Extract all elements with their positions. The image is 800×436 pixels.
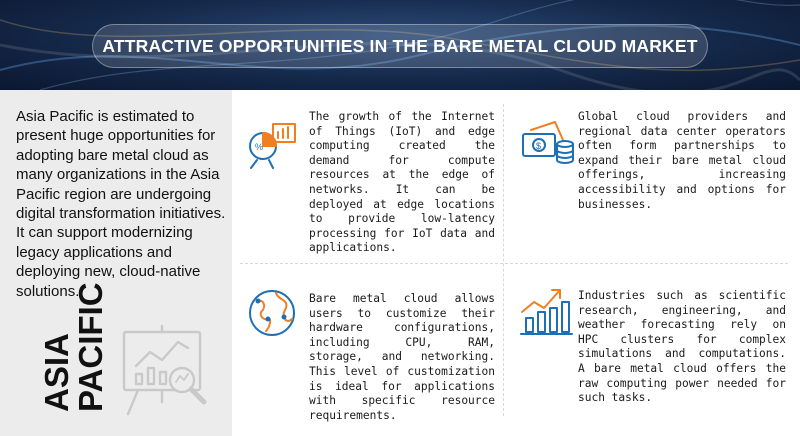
svg-text:%: % — [255, 142, 264, 152]
card-hpc-text: Industries such as scientific research, engineering, and weather forecasting rely on HPC clusters for complex simulations and computations. A bare metal cloud offers the raw computing power needed for such tasks. — [578, 289, 786, 405]
money-coins-icon — [519, 116, 575, 172]
presentation-analytics-icon — [118, 322, 214, 418]
region-summary-text: Asia Pacific is estimated to present huge opportunities for adopting bare metal cloud as many organizations in the Asia Pacific region are undergoing digital transformation initiatives. It can support modernizing legacy applications and deploying new, cloud-native solutions. — [16, 108, 226, 300]
grid-divider-vertical — [503, 104, 504, 416]
page-title: ATTRACTIVE OPPORTUNITIES IN THE BARE METAL CLOUD MARKET — [102, 35, 698, 56]
card-iot-text: The growth of the Internet of Things (IoT) and edge computing created the demand for compute resources at the edge of networks. It can be deployed at edge locations to provide low-latency processing for IoT data and applications. — [309, 110, 495, 255]
region-label-line2: PACIFIC — [72, 282, 109, 412]
header-banner — [0, 0, 800, 90]
growth-chart-icon — [518, 282, 574, 338]
globe-network-icon — [244, 285, 300, 341]
iot-analytics-icon — [243, 116, 299, 172]
card-partnership-text: Global cloud providers and regional data center operators often form partnerships to expand their bare metal cloud offerings, increasing accessibility and options for businesses. — [578, 110, 786, 211]
title-pill — [92, 24, 708, 68]
svg-text:$: $ — [536, 141, 542, 151]
region-label-line1: ASIA — [38, 333, 75, 412]
card-customization-text: Bare metal cloud allows users to customize their hardware configurations, including CPU, RAM, storage, and networking. This level of customization is ideal for applications with specific resource requirements. — [309, 292, 495, 422]
grid-divider-horizontal — [240, 263, 788, 264]
